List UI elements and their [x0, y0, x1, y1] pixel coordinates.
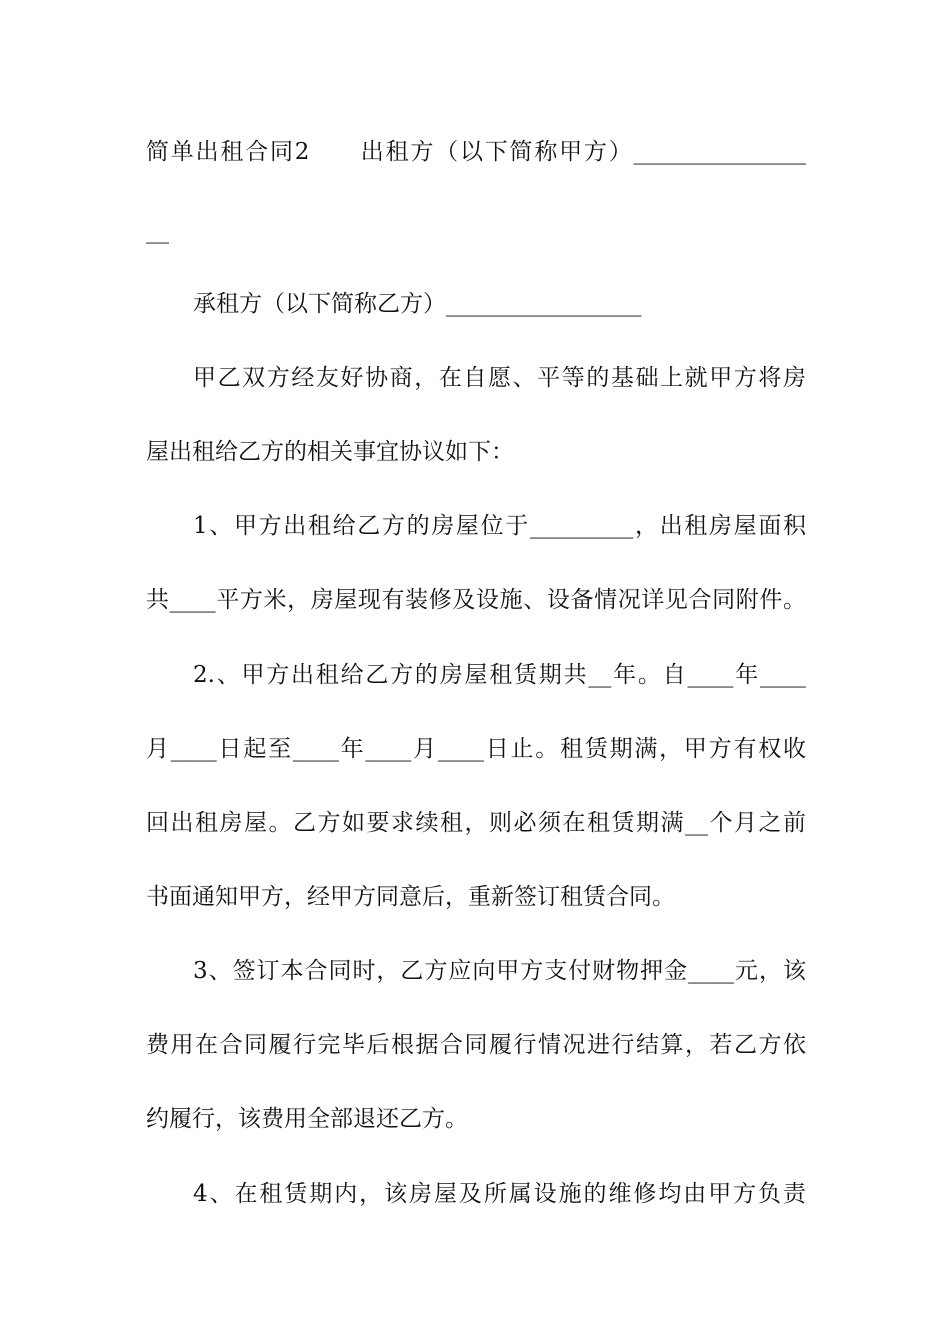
clause-3-line-2: 费用在合同履行完毕后根据合同履行情况进行结算，若乙方依 [146, 1032, 806, 1058]
paragraph-intro-line-2: 屋出租给乙方的相关事宜协议如下： [146, 439, 514, 465]
clause-4-line-1: 4、在租赁期内，该房屋及所属设施的维修均由甲方负责 [193, 1181, 806, 1207]
clause-3-line-3: 约履行，该费用全部退还乙方。 [146, 1106, 468, 1132]
lessor-blank-continuation: __ [146, 218, 169, 244]
paragraph-intro-line-1: 甲乙双方经友好协商，在自愿、平等的基础上就甲方将房 [193, 365, 806, 391]
clause-2-line-4: 书面通知甲方，经甲方同意后，重新签订租赁合同。 [146, 884, 675, 910]
clause-3-line-1: 3、签订本合同时，乙方应向甲方支付财物押金____元，该 [193, 958, 806, 984]
clause-2-line-3: 回出租房屋。乙方如要求续租，则必须在租赁期满__个月之前 [146, 810, 806, 836]
clause-2-line-2: 月____日起至____年____月____日止。租赁期满，甲方有权收 [146, 736, 806, 762]
clause-2-line-1: 2.、甲方出租给乙方的房屋租赁期共__年。自____年____ [193, 662, 806, 688]
lessee-line: 承租方（以下简称乙方）_________________ [193, 291, 642, 317]
clause-1-line-1: 1、甲方出租给乙方的房屋位于_________，出租房屋面积 [193, 513, 806, 539]
title-and-lessor-line: 简单出租合同2 出租方（以下简称甲方）_______________ [146, 139, 806, 165]
clause-1-line-2: 共____平方米，房屋现有装修及设施、设备情况详见合同附件。 [146, 587, 806, 613]
